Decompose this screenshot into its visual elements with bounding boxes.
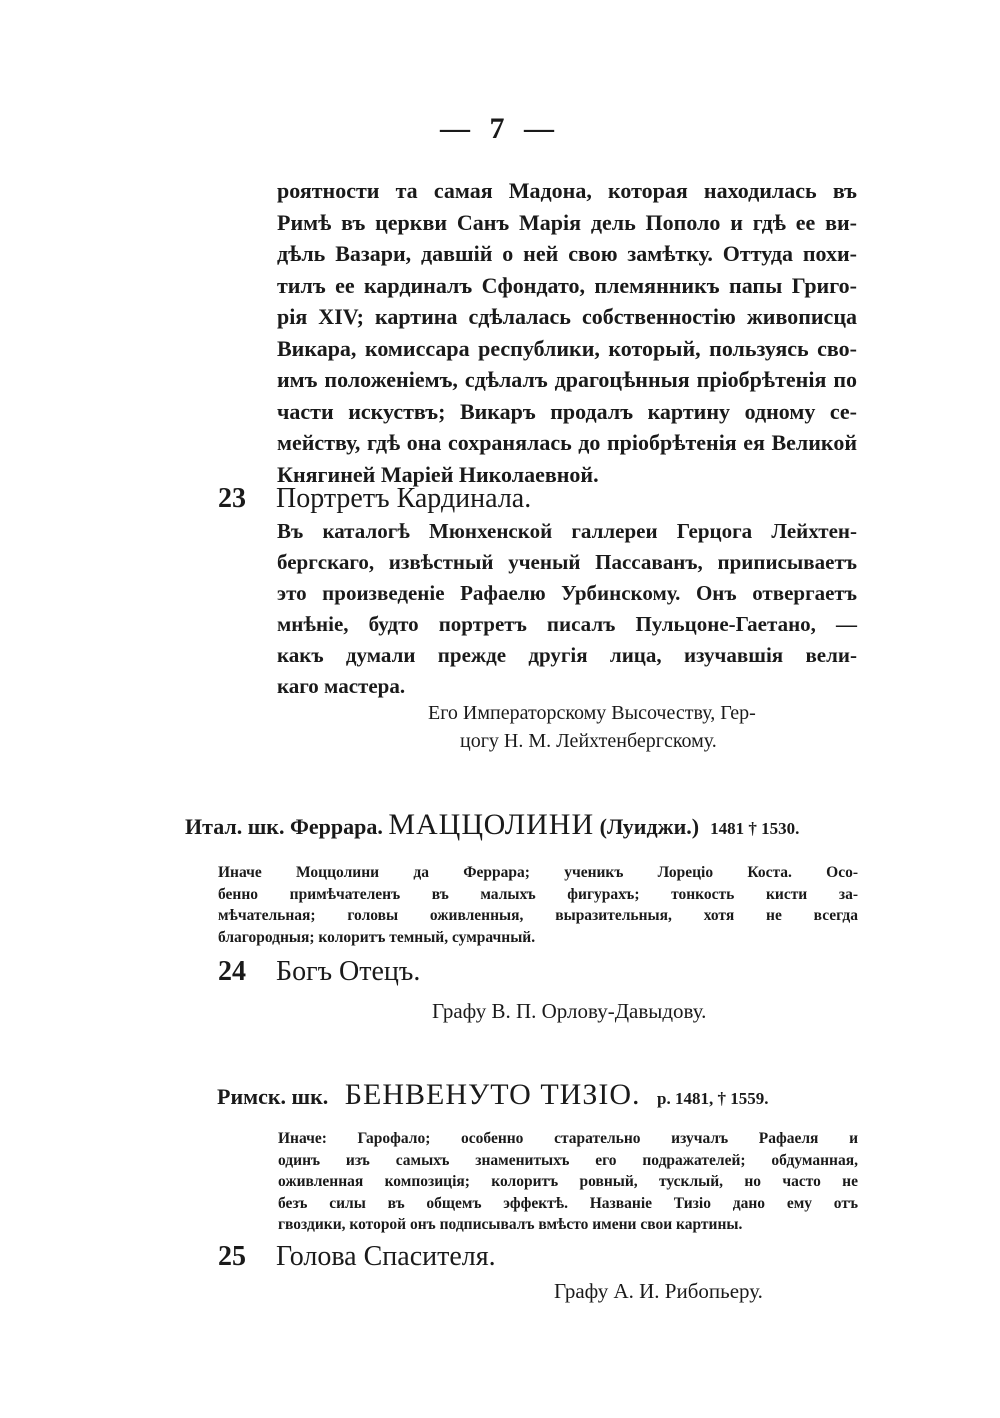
entry-23-owner-line1: Его Императорскому Высочеству, Гер- [428, 702, 756, 724]
text-line: роятности та самая Мадона, которая находилась въ [277, 178, 857, 203]
artist-2-biography [278, 1128, 858, 1236]
text-line: рія XIV; картина сдѣлалась собственностію живописца [277, 304, 857, 329]
artist-heading-tisio [217, 1078, 769, 1112]
text-line: Въ каталогѣ Мюнхенской галлереи Герцога Лейхтен- [277, 519, 857, 543]
text-line: бергскаго, извѣстный ученый Пассаванъ, приписываетъ [277, 550, 857, 574]
text-line: Княгиней Маріей Николаевной. [277, 461, 599, 487]
entry-23-description [277, 516, 857, 702]
text-line: это произведеніе Рафаелю Урбинскому. Онъ отвергаетъ [277, 581, 857, 605]
text-line: безъ силы въ общемъ эффектѣ. Названіе Тизіо дано ему отъ [278, 1194, 858, 1212]
entry-number: 25 [218, 1241, 246, 1272]
text-line: Иначе Моццолини да Феррара; ученикъ Лорецiо Коста. Осо- [218, 864, 858, 881]
text-line: мейству, гдѣ она сохранялась до пріобрѣтенія ея Великой [277, 430, 857, 455]
text-line: оживленная композиція; колоритъ ровный, тусклый, но часто не [278, 1173, 858, 1190]
text-line: Иначе: Гарофало; особенно старательно изучалъ Рафаеля и [278, 1130, 858, 1147]
artist-1-biography [218, 862, 858, 948]
entry-title: Голова Спасителя. [276, 1241, 496, 1272]
text-line: Викара, комиссара республики, который, пользуясь сво- [277, 335, 857, 361]
text-line: мѣчательная; головы оживленныя, выразительныя, хотя не всегда [218, 907, 858, 924]
entry-number: 24 [218, 956, 246, 987]
entry-25-heading [218, 1240, 496, 1274]
artist-given-name: (Луиджи.) [599, 814, 700, 839]
entry-23-heading [218, 482, 531, 516]
artist-name: БЕНВЕНУТО ТИЗІО. [344, 1078, 641, 1111]
artist-dates: 1481 † 1530. [710, 819, 800, 838]
entry-23-owner-line2: цогу Н. М. Лейхтенбергскому. [460, 730, 717, 752]
text-line: Римѣ въ церкви Санъ Марія дель Пополо и гдѣ ее ви- [277, 209, 857, 235]
text-line: каго мастера. [277, 674, 406, 698]
text-line: имъ положеніемъ, сдѣлалъ драгоцѣнныя пріобрѣтенія по [277, 367, 857, 392]
artist-heading-mazzolini [185, 808, 799, 842]
entry-24-heading [218, 955, 420, 989]
text-line: части искуствъ; Викаръ продалъ картину одному се- [277, 398, 857, 424]
continuation-paragraph [277, 175, 857, 490]
page-number: — 7 — [440, 112, 560, 145]
artist-dates: р. 1481, † 1559. [657, 1089, 769, 1108]
artist-name: МАЦЦОЛИНИ [388, 808, 595, 841]
text-line: дѣль Вазари, давшій о ней свою замѣтку. Оттуда похи- [277, 241, 857, 266]
text-line: бенно примѣчателенъ въ малыхъ фигурахъ; тонкость кисти за- [218, 885, 858, 903]
entry-24-owner: Графу В. П. Орлову-Давыдову. [432, 999, 707, 1023]
entry-25-owner: Графу А. И. Рибопьеру. [554, 1279, 763, 1303]
text-line: благородныя; колоритъ темный, сумрачный. [218, 928, 536, 946]
text-line: тилъ ее кардиналъ Сфондато, племянникъ папы Григо- [277, 272, 857, 298]
school-label: Римск. шк. [217, 1084, 329, 1109]
text-line: какъ думали прежде другія лица, изучавшія вели- [277, 643, 857, 667]
school-label: Итал. шк. Феррара. [185, 814, 383, 839]
text-line: гвоздики, которой онъ подписывалъ вмѣсто имени свои картины. [278, 1216, 743, 1233]
entry-title: Портретъ Кардинала. [276, 483, 532, 514]
text-line: мнѣніе, будто портретъ писалъ Пульцоне-Гаетано, — [277, 612, 857, 636]
entry-number: 23 [218, 483, 246, 514]
entry-title: Богъ Отецъ. [276, 956, 421, 987]
text-line: одинъ изъ самыхъ знаменитыхъ его подражателей; обдуманная, [278, 1151, 858, 1169]
